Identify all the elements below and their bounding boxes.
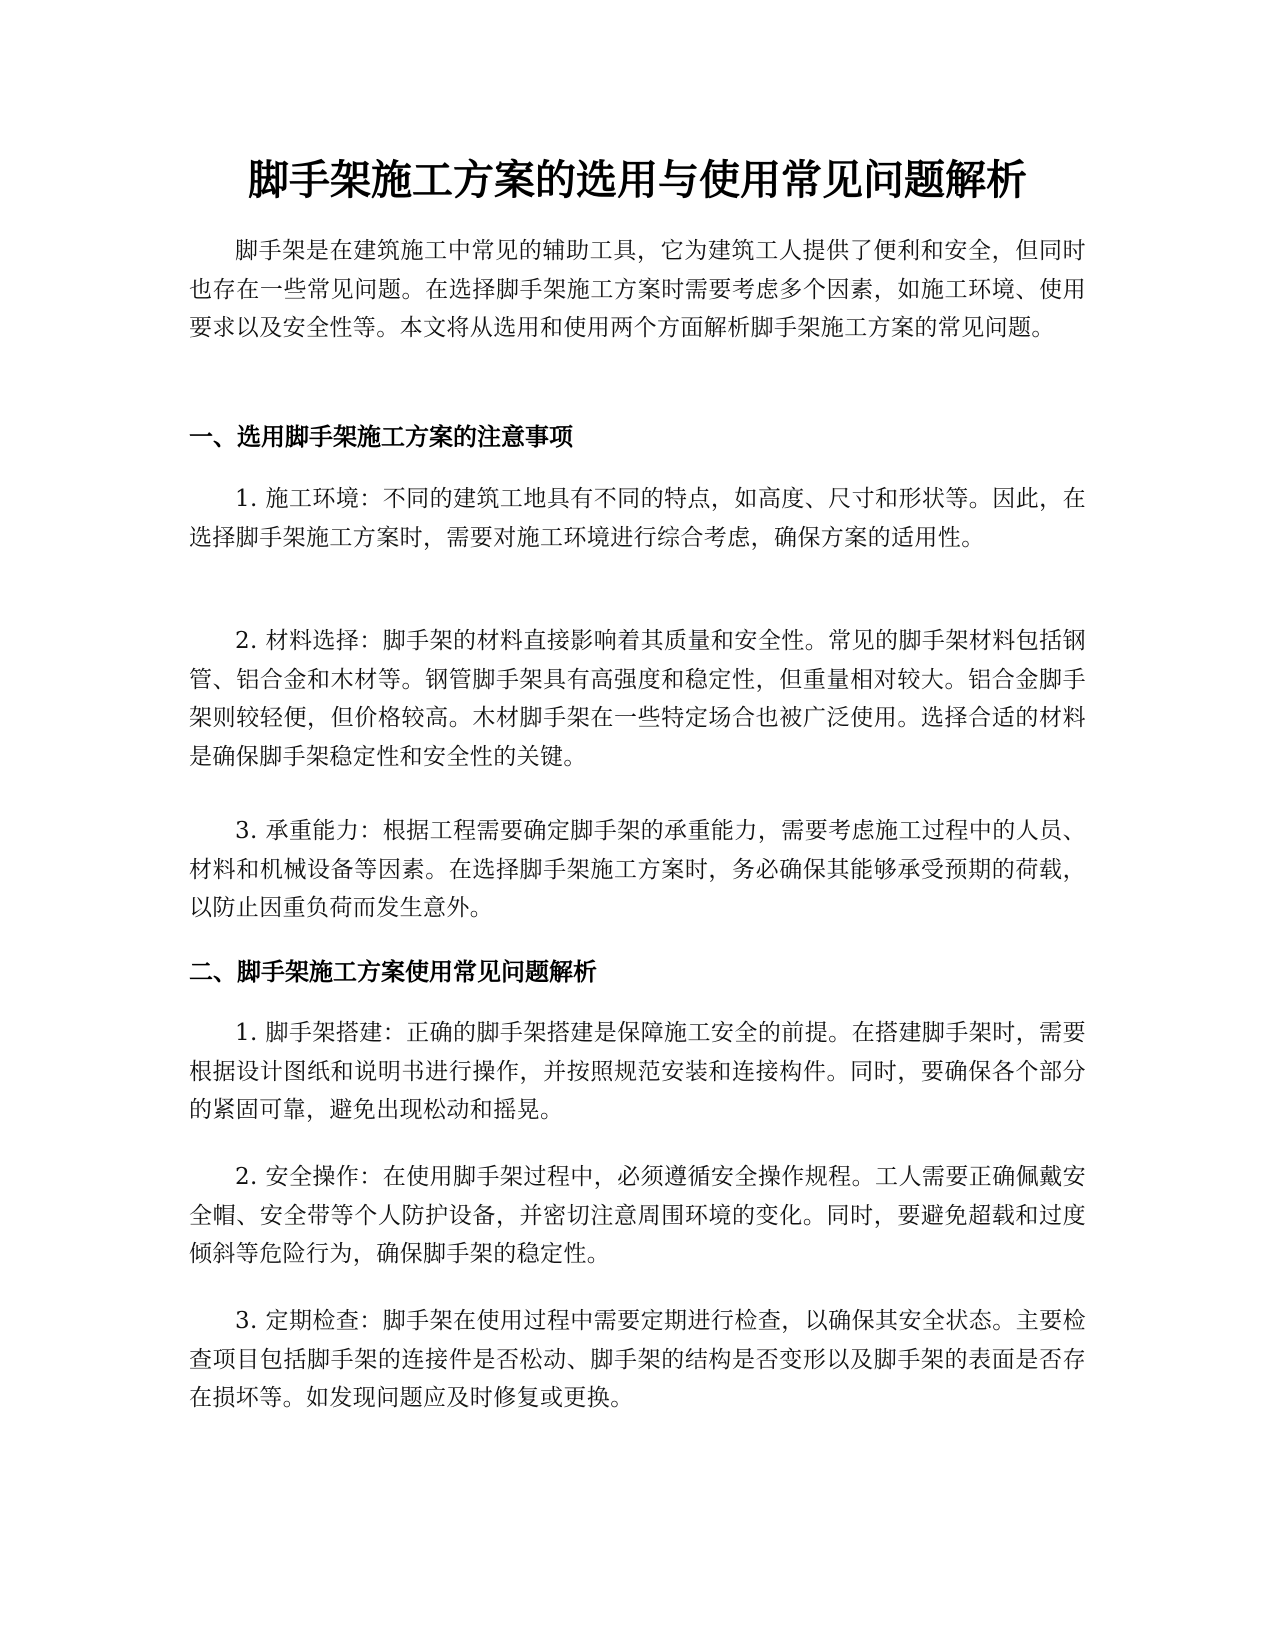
section-2-heading: 二、脚手架施工方案使用常见问题解析 [189, 958, 597, 986]
section-2-paragraph-3: 3. 定期检查：脚手架在使用过程中需要定期进行检查，以确保其安全状态。主要检查项目包括脚手架的连接件是否松动、脚手架的结构是否变形以及脚手架的表面是否存在损坏等。如发现问题应及时修复或更换。 [189, 1308, 1086, 1411]
section-1-paragraph-1: 1. 施工环境：不同的建筑工地具有不同的特点，如高度、尺寸和形状等。因此，在选择脚手架施工方案时，需要对施工环境进行综合考虑，确保方案的适用性。 [189, 486, 1086, 551]
section-2-paragraph-1: 1. 脚手架搭建：正确的脚手架搭建是保障施工安全的前提。在搭建脚手架时，需要根据设计图纸和说明书进行操作，并按照规范安装和连接构件。同时，要确保各个部分的紧固可靠，避免出现松动和摇晃。 [189, 1020, 1086, 1123]
document-page [189, 0, 1086, 1650]
section-1-paragraph-2: 2. 材料选择：脚手架的材料直接影响着其质量和安全性。常见的脚手架材料包括钢管、铝合金和木材等。钢管脚手架具有高强度和稳定性，但重量相对较大。铝合金脚手架则较轻便，但价格较高。木材脚手架在一些特定场合也被广泛使用。选择合适的材料是确保脚手架稳定性和安全性的关键。 [189, 628, 1086, 770]
section-1-heading: 一、选用脚手架施工方案的注意事项 [189, 423, 573, 451]
intro-paragraph: 脚手架是在建筑施工中常见的辅助工具，它为建筑工人提供了便利和安全，但同时也存在一些常见问题。在选择脚手架施工方案时需要考虑多个因素，如施工环境、使用要求以及安全性等。本文将从选用和使用两个方面解析脚手架施工方案的常见问题。 [189, 238, 1086, 341]
section-2-paragraph-2: 2. 安全操作：在使用脚手架过程中，必须遵循安全操作规程。工人需要正确佩戴安全帽、安全带等个人防护设备，并密切注意周围环境的变化。同时，要避免超载和过度倾斜等危险行为，确保脚手架的稳定性。 [189, 1164, 1086, 1267]
document-title: 脚手架施工方案的选用与使用常见问题解析 [248, 156, 1027, 204]
section-1-paragraph-3: 3. 承重能力：根据工程需要确定脚手架的承重能力，需要考虑施工过程中的人员、材料和机械设备等因素。在选择脚手架施工方案时，务必确保其能够承受预期的荷载，以防止因重负荷而发生意外。 [189, 818, 1086, 921]
